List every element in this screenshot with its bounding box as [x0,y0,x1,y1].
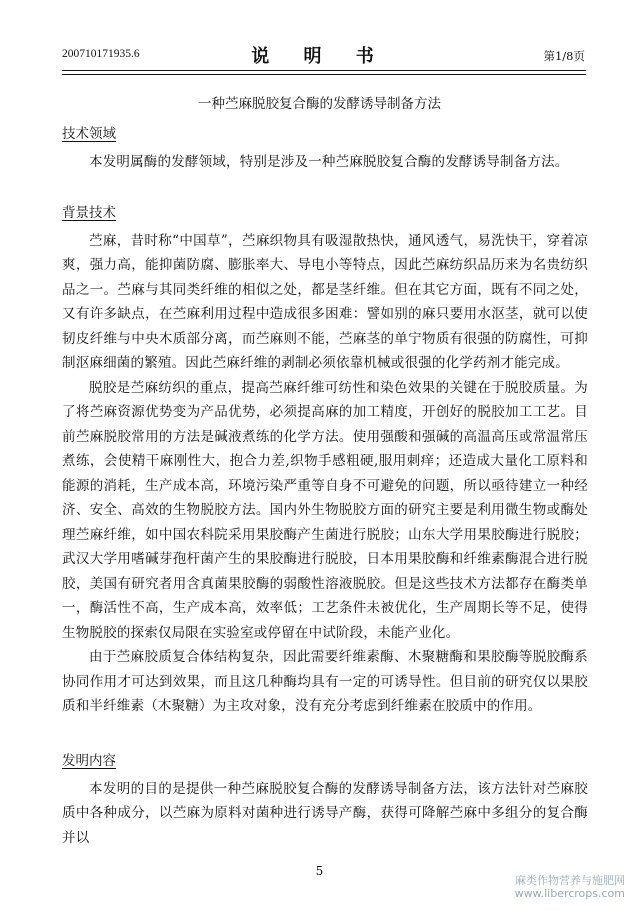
application-number: 200710171935.6 [62,48,140,60]
section-summary [62,749,588,851]
section-heading: 发明内容 [62,752,116,769]
page-indicator: 第1/8页 [543,49,585,63]
section-technical-field [62,122,588,175]
site-watermark [515,874,625,900]
document-header [0,0,639,70]
paragraph: 由于苎麻胶质复合体结构复杂，因此需要纤维素酶、木聚糖酶和果胶酶等脱胶酶系协同作用才可达到效果，而且这几种酶均具有一定的可诱导性。但目前的研究仅以果胶质和半纤维素（木聚糖）为主攻对象，没有充分考虑到纤维素在胶质中的作用。 [62,649,588,714]
paragraph: 本发明属酶的发酵领域，特别是涉及一种苎麻脱胶复合酶的发酵诱导制备方法。 [89,154,569,170]
paragraph: 脱胶是苎麻纺织的重点，提高苎麻纤维可纺性和染色效果的关键在于脱胶质量。为了将苎麻资源优势变为产品优势，必须提高麻的加工精度，开创好的脱胶加工工艺。目前苎麻脱胶常用的方法是碱液煮练的化学方法。使用强酸和强碱的高温高压或常温常压煮练，会使精干麻刚性大，抱合力差,织物手感粗硬,服用刺痒；还造成大量化工原料和能源的消耗，生产成本高，环境污染严重等自身不可避免的问题，所以亟待建立一种经济、安全、高效的生物脱胶方法。国内外生物脱胶方面的研究主要是利用微生物或酶处理苎麻纤维，如中国农科院采用果胶酶产生菌进行脱胶；山东大学用果胶酶进行脱胶；武汉大学用嗜碱芽孢杆菌产生的果胶酶进行脱胶，日本用果胶酶和纤维素酶混合进行脱胶，美国有研究者用含真菌果胶酶的弱酸性溶液脱胶。但是这些技术方法都存在酶类单一，酶活性不高，生产成本高，效率低；工艺条件未被优化，生产周期长等不足，使得生物脱胶的探索仅局限在实验室或停留在中试阶段，未能产业化。 [62,379,588,641]
article-title: 一种苎麻脱胶复合酶的发酵诱导制备方法 [198,96,441,112]
section-heading: 背景技术 [62,204,116,221]
section-heading: 技术领域 [62,126,116,142]
header-rule-thick [62,70,586,71]
document-body [62,118,588,850]
watermark-url: www.libercrops.com [514,887,625,900]
section-background-art [62,201,588,719]
watermark-site-name: 麻类作物营养与施肥网 [515,874,625,887]
page-number: 5 [315,864,324,878]
paragraph: 苎麻，昔时称“中国草”，苎麻织物具有吸湿散热快，通风透气，易洗快干，穿着凉爽，强力高，能抑菌防腐、膨胀率大、导电小等特点，因此苎麻纺织品历来为名贵纺织品之一。苎麻与其同类纤维的相似之处，都是茎纤维。但在其它方面，既有不同之处，又有许多缺点，在苎麻利用过程中造成很多困难：譬如别的麻只要用水沤茎，就可以使韧皮纤维与中央木质部分离，而苎麻则不能，苎麻茎的单宁物质有很强的防腐性，可抑制沤麻细菌的繁殖。因此苎麻纤维的剥制必须依靠机械或很强的化学药剂才能完成。 [62,232,588,371]
document-type-title: 说 明 书 [251,46,388,67]
header-rule-thin [62,74,586,75]
paragraph: 本发明的目的是提供一种苎麻脱胶复合酶的发酵诱导制备方法，该方法针对苎麻胶质中各种成分，以苎麻为原料对菌种进行诱导产酶，获得可降解苎麻中多组分的复合酶并以 [62,780,588,846]
